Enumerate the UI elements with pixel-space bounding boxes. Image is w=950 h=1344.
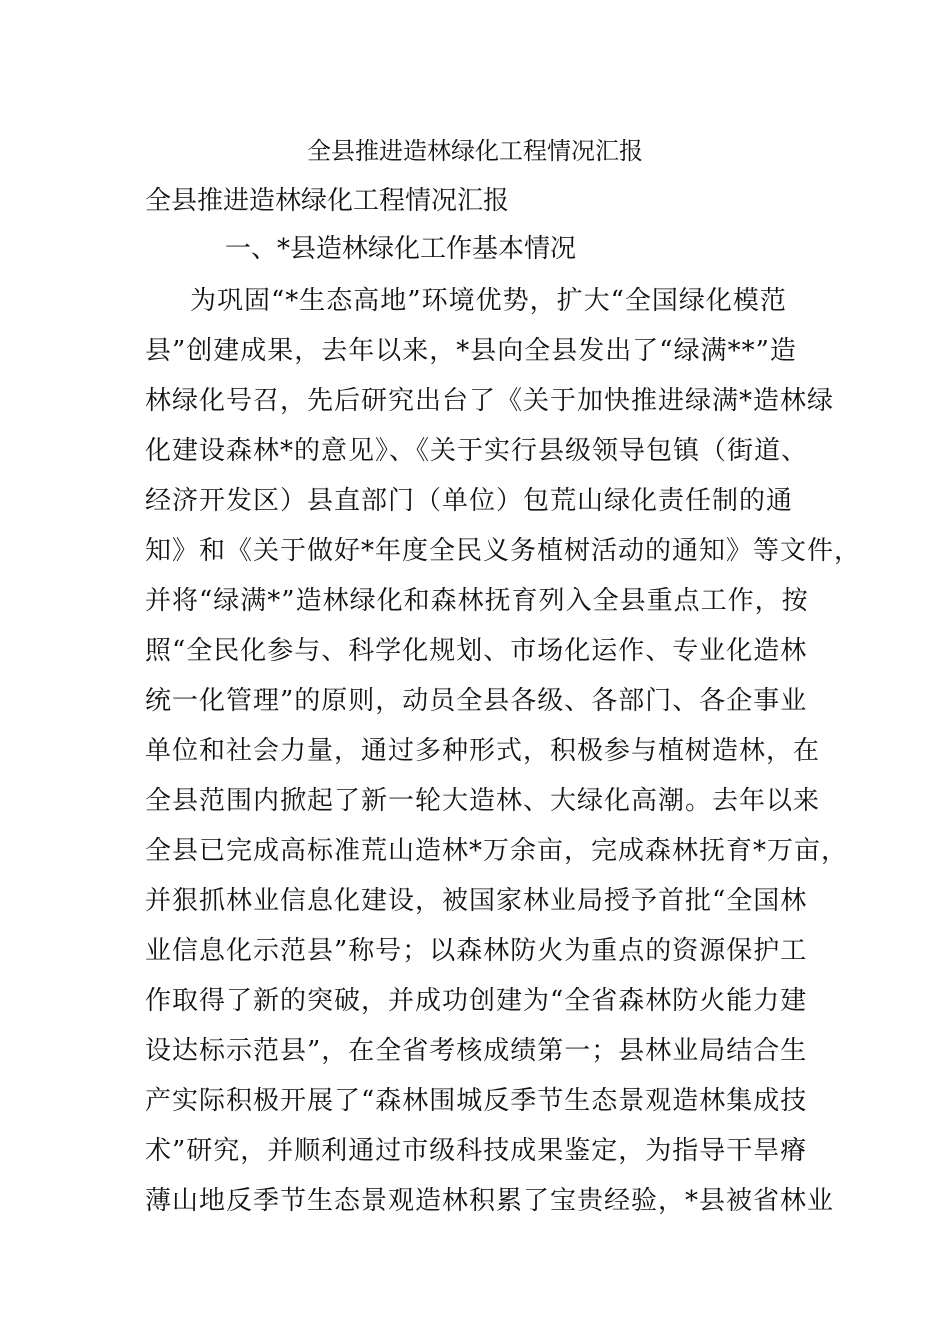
document-subtitle: 全县推进造林绿化工程情况汇报	[145, 186, 510, 216]
paragraph-line: 为巩固“*生态高地”环境优势，扩大“全国绿化模范	[190, 286, 787, 316]
paragraph-line: 经济开发区）县直部门（单位）包荒山绿化责任制的通	[145, 486, 794, 516]
paragraph-line: 知》和《关于做好*年度全民义务植树活动的通知》等文件，	[145, 536, 862, 566]
paragraph-line: 产实际积极开展了“森林围城反季节生态景观造林集成技	[145, 1086, 808, 1116]
paragraph-line: 并狠抓林业信息化建设，被国家林业局授予首批“全国林	[145, 886, 808, 916]
paragraph-line: 化建设森林*的意见》、《关于实行县级领导包镇（街道、	[145, 436, 809, 466]
section-heading: 一、*县造林绿化工作基本情况	[225, 234, 577, 264]
paragraph-line: 设达标示范县”，在全省考核成绩第一；县林业局结合生	[145, 1036, 808, 1066]
paragraph-line: 全县已完成高标准荒山造林*万余亩，完成森林抚育*万亩，	[145, 836, 849, 866]
paragraph-line: 薄山地反季节生态景观造林积累了宝贵经验，*县被省林业	[145, 1186, 835, 1216]
paragraph-line: 县”创建成果，去年以来，*县向全县发出了“绿满**”造	[145, 336, 797, 366]
paragraph-line: 并将“绿满*”造林绿化和森林抚育列入全县重点工作，按	[145, 586, 809, 616]
document-title: 全县推进造林绿化工程情况汇报	[307, 137, 643, 165]
paragraph-line: 术”研究，并顺利通过市级科技成果鉴定，为指导干旱瘠	[145, 1136, 808, 1166]
paragraph-line: 林绿化号召，先后研究出台了《关于加快推进绿满*造林绿	[145, 386, 835, 416]
paragraph-line: 业信息化示范县”称号；以森林防火为重点的资源保护工	[145, 936, 808, 966]
paragraph-line: 作取得了新的突破，并成功创建为“全省森林防火能力建	[145, 986, 808, 1016]
paragraph-line: 单位和社会力量，通过多种形式，积极参与植树造林，在	[145, 736, 821, 766]
paragraph-line: 全县范围内掀起了新一轮大造林、大绿化高潮。去年以来	[145, 786, 821, 816]
paragraph-line: 统一化管理”的原则，动员全县各级、各部门、各企事业	[145, 686, 808, 716]
paragraph-line: 照“全民化参与、科学化规划、市场化运作、专业化造林	[145, 636, 808, 666]
